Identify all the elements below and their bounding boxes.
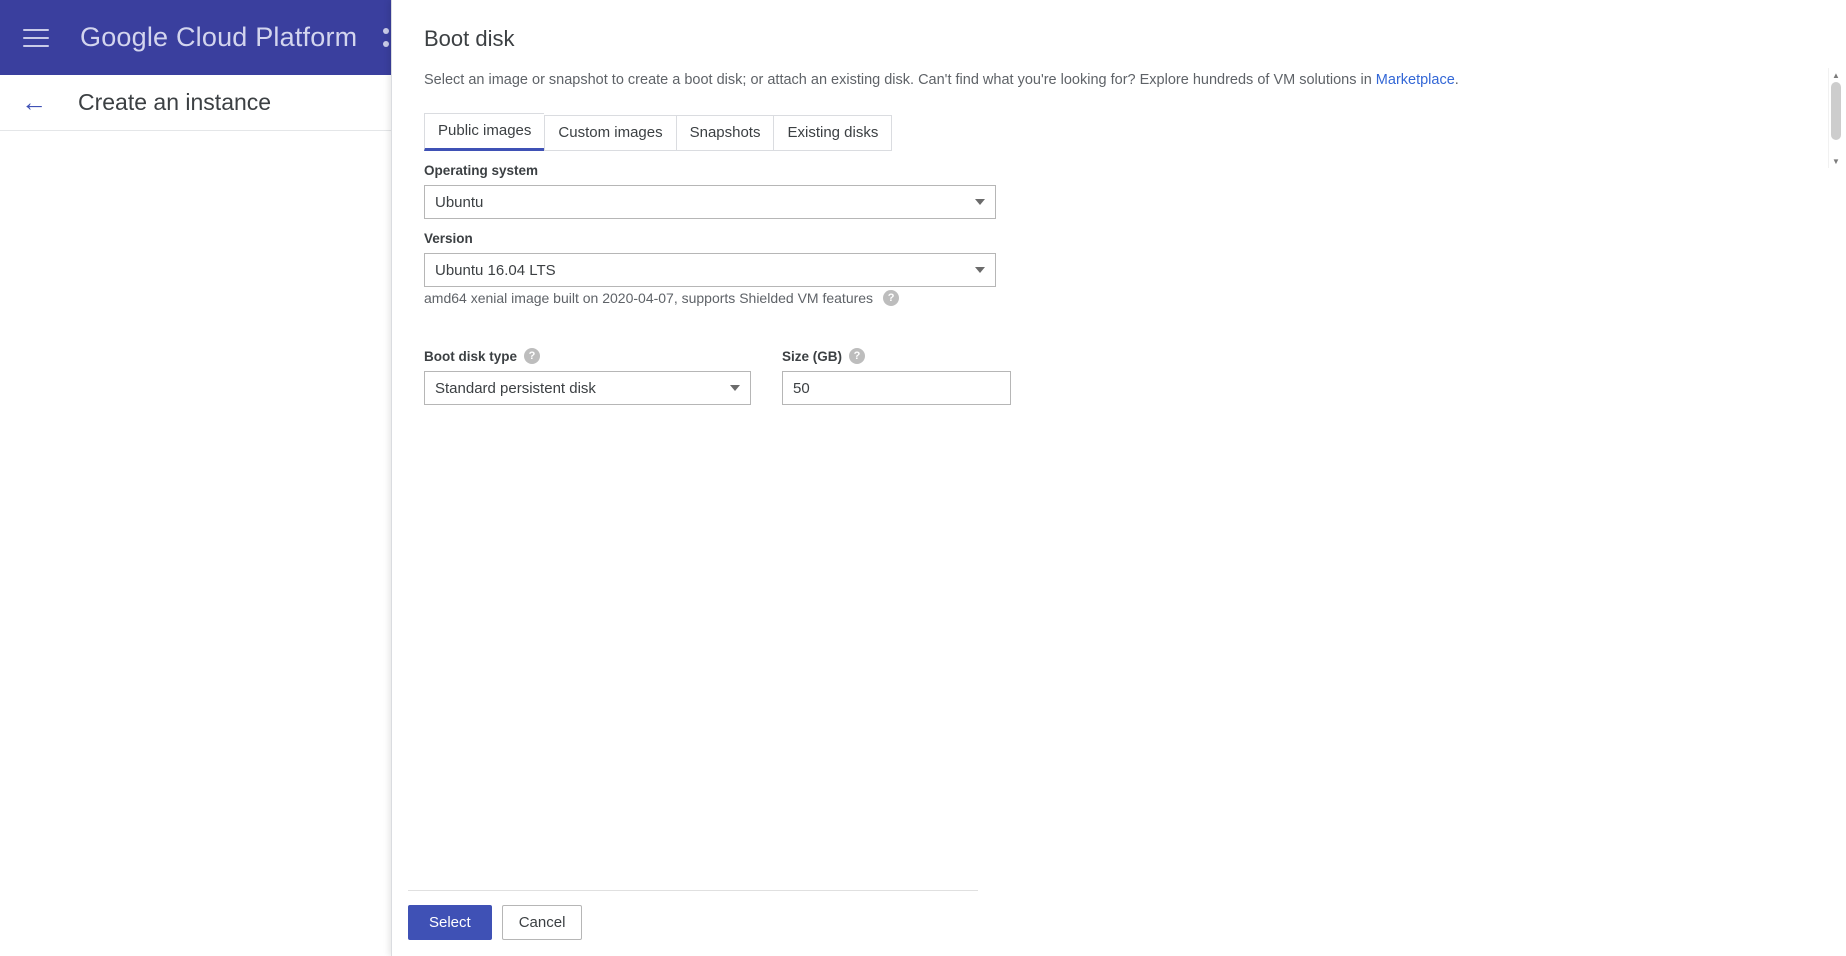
arrow-left-icon[interactable]: ← xyxy=(21,87,47,117)
dialog-description-text: Select an image or snapshot to create a boot disk; or attach an existing disk. Can't find what you're looking for? Explore hundreds of VM solutions in xyxy=(424,72,1376,88)
operating-system-field xyxy=(424,163,996,219)
scroll-up-icon[interactable]: ▲ xyxy=(1832,70,1840,80)
image-source-tabs xyxy=(424,113,892,151)
help-icon[interactable]: ? xyxy=(849,348,865,364)
dialog-scrollbar[interactable] xyxy=(1828,68,1842,168)
dialog-actions xyxy=(408,905,582,940)
hamburger-icon[interactable] xyxy=(14,16,58,60)
footer-divider xyxy=(408,890,978,891)
dialog-description xyxy=(424,70,1754,90)
operating-system-label: Operating system xyxy=(424,163,539,178)
dialog-title: Boot disk xyxy=(424,26,515,51)
tab-snapshots[interactable]: Snapshots xyxy=(676,115,774,151)
chevron-down-icon xyxy=(975,199,985,205)
chevron-down-icon xyxy=(975,267,985,273)
operating-system-value: Ubuntu xyxy=(435,193,484,211)
boot-disk-dialog xyxy=(391,0,1846,956)
size-field xyxy=(782,348,1011,405)
chevron-down-icon xyxy=(730,385,740,391)
scrollbar-thumb[interactable] xyxy=(1831,82,1841,140)
scroll-down-icon[interactable]: ▼ xyxy=(1832,156,1840,166)
size-input-wrapper[interactable] xyxy=(782,371,1011,405)
version-select[interactable] xyxy=(424,253,996,287)
tab-public-images[interactable]: Public images xyxy=(424,113,544,151)
dialog-description-tail: . xyxy=(1454,72,1459,88)
image-note xyxy=(424,290,899,306)
select-button[interactable]: Select xyxy=(408,905,492,940)
help-icon[interactable]: ? xyxy=(883,290,899,306)
size-label xyxy=(782,348,1011,364)
gcp-brand-label: Google Cloud Platform xyxy=(80,22,358,52)
help-icon[interactable]: ? xyxy=(524,348,540,364)
version-field xyxy=(424,231,996,287)
boot-disk-type-value: Standard persistent disk xyxy=(435,379,596,397)
size-input[interactable] xyxy=(793,380,1000,397)
tab-existing-disks[interactable]: Existing disks xyxy=(773,115,892,151)
image-note-text: amd64 xenial image built on 2020-04-07, supports Shielded VM features xyxy=(424,290,874,306)
boot-disk-type-label-text: Boot disk type xyxy=(424,348,518,364)
operating-system-select[interactable] xyxy=(424,185,996,219)
version-label: Version xyxy=(424,231,473,246)
tab-custom-images[interactable]: Custom images xyxy=(544,115,675,151)
marketplace-link[interactable]: Marketplace xyxy=(1375,72,1455,88)
cancel-button[interactable]: Cancel xyxy=(502,905,583,940)
boot-disk-type-label xyxy=(424,348,751,364)
boot-disk-type-field xyxy=(424,348,751,405)
version-value: Ubuntu 16.04 LTS xyxy=(435,261,556,279)
boot-disk-type-select[interactable] xyxy=(424,371,751,405)
page-title: Create an instance xyxy=(78,89,272,115)
size-label-text: Size (GB) xyxy=(782,348,843,364)
